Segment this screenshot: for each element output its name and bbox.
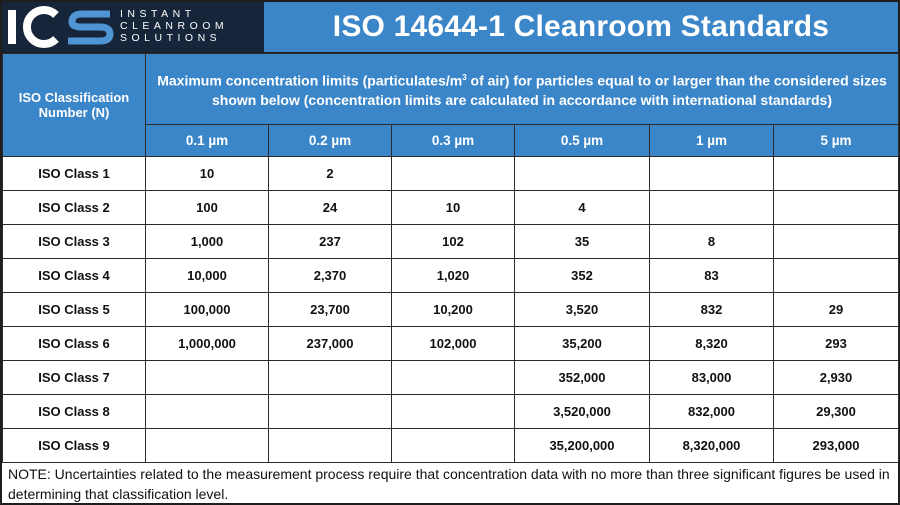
value-cell [774,157,899,191]
value-cell: 2,370 [269,259,392,293]
class-cell: ISO Class 8 [3,395,146,429]
class-cell: ISO Class 7 [3,361,146,395]
value-cell: 8,320 [650,327,774,361]
table-row [3,395,899,429]
class-cell: ISO Class 4 [3,259,146,293]
value-cell: 10,000 [146,259,269,293]
value-cell: 1,020 [392,259,515,293]
value-cell [774,259,899,293]
particle-size-header: 0.3 µm [392,125,515,157]
value-cell: 8,320,000 [650,429,774,463]
value-cell: 83 [650,259,774,293]
value-cell: 102,000 [392,327,515,361]
particle-size-header: 0.2 µm [269,125,392,157]
value-cell: 2,930 [774,361,899,395]
value-cell [392,429,515,463]
table-row [3,293,899,327]
value-cell: 4 [515,191,650,225]
description-text: Maximum concentration limits (particulates/m [157,72,463,89]
value-cell [774,225,899,259]
value-cell: 83,000 [650,361,774,395]
concentration-description-header [146,54,899,125]
value-cell [515,157,650,191]
value-cell: 24 [269,191,392,225]
table-row [3,327,899,361]
class-cell: ISO Class 3 [3,225,146,259]
value-cell: 832 [650,293,774,327]
logo-line: CLEANROOM [120,20,229,32]
value-cell: 23,700 [269,293,392,327]
value-cell: 3,520,000 [515,395,650,429]
value-cell: 100,000 [146,293,269,327]
class-cell: ISO Class 1 [3,157,146,191]
value-cell [650,191,774,225]
value-cell: 10 [392,191,515,225]
value-cell: 832,000 [650,395,774,429]
table-row [3,225,899,259]
value-cell: 100 [146,191,269,225]
table-row [3,157,899,191]
value-cell: 1,000 [146,225,269,259]
particle-size-header: 1 µm [650,125,774,157]
value-cell [650,157,774,191]
ics-logo-mark [6,5,116,49]
value-cell: 2 [269,157,392,191]
value-cell: 237 [269,225,392,259]
company-logo [2,2,264,52]
value-cell: 352,000 [515,361,650,395]
class-column-header: ISO Classification Number (N) [3,54,146,157]
value-cell: 293 [774,327,899,361]
logo-line: INSTANT [120,8,196,20]
superscript-three: 3 [462,73,467,83]
table-row [3,429,899,463]
value-cell: 3,520 [515,293,650,327]
class-cell: ISO Class 2 [3,191,146,225]
value-cell: 1,000,000 [146,327,269,361]
value-cell: 29 [774,293,899,327]
value-cell: 10 [146,157,269,191]
value-cell [146,429,269,463]
logo-wordmark [120,8,228,44]
value-cell [146,395,269,429]
table-row [3,191,899,225]
description-text: of air) for particles equal to or larger than the considered sizes shown below (concentration limits are calculated in accordance with international standards) [211,72,887,108]
value-cell: 293,000 [774,429,899,463]
value-cell [392,361,515,395]
page-title: ISO 14644-1 Cleanroom Standards [332,10,830,43]
class-cell: ISO Class 5 [3,293,146,327]
value-cell: 35,200 [515,327,650,361]
value-cell: 102 [392,225,515,259]
value-cell: 352 [515,259,650,293]
value-cell: 10,200 [392,293,515,327]
measurement-note: NOTE: Uncertainties related to the measurement process require that concentration data with no more than three significant figures be used in determining that classification level. [2,462,898,503]
value-cell: 29,300 [774,395,899,429]
particle-size-header: 5 µm [774,125,899,157]
particle-size-header: 0.1 µm [146,125,269,157]
class-cell: ISO Class 6 [3,327,146,361]
value-cell [392,157,515,191]
logo-line: SOLUTIONS [120,32,222,44]
value-cell [269,361,392,395]
value-cell [774,191,899,225]
value-cell: 35,200,000 [515,429,650,463]
particle-size-header: 0.5 µm [515,125,650,157]
value-cell [269,429,392,463]
value-cell: 237,000 [269,327,392,361]
value-cell [269,395,392,429]
value-cell: 8 [650,225,774,259]
header-bar [2,2,898,53]
value-cell: 35 [515,225,650,259]
table-row [3,361,899,395]
class-cell: ISO Class 9 [3,429,146,463]
value-cell [392,395,515,429]
value-cell [146,361,269,395]
iso-classification-table [2,53,899,463]
table-row [3,259,899,293]
